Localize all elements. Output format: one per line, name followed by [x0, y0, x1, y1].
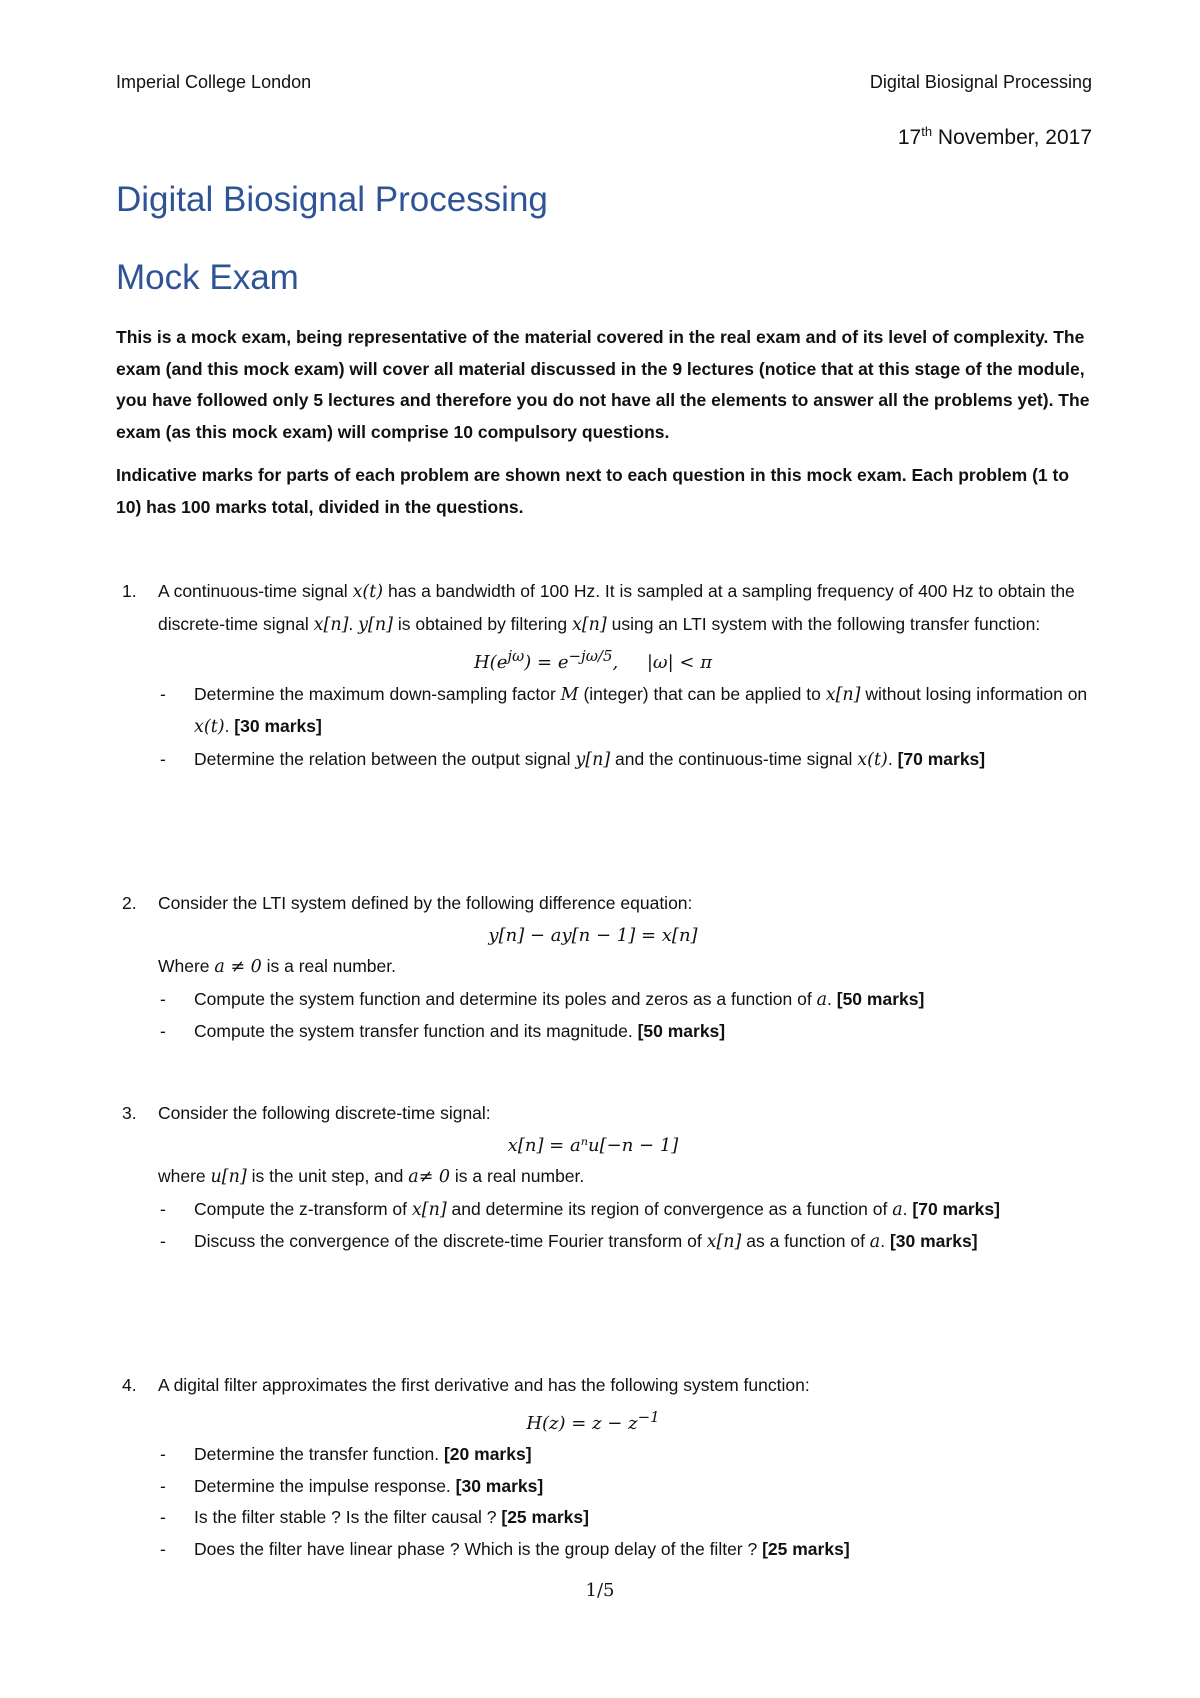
question-part: - Determine the maximum down-sampling factor M (integer) that can be applied to x[n] without losing information on x(t). [30 marks]	[160, 683, 1088, 737]
question-number: 2.	[122, 893, 137, 913]
question-part: - Compute the system function and determine its poles and zeros as a function of a. [50 marks]	[160, 988, 925, 1010]
document-title: Digital Biosignal Processing	[116, 180, 548, 219]
equation: y[n] − ay[n − 1] = x[n]	[488, 924, 698, 946]
question-part: - Determine the impulse response. [30 marks]	[160, 1475, 544, 1496]
equation: x[n] = aⁿu[−n − 1]	[507, 1134, 679, 1156]
question-4-text: 4. A digital filter approximates the first derivative and has the following system function:	[116, 1370, 1100, 1402]
question-4	[116, 1370, 1100, 1565]
marks-label: [70 marks]	[912, 1198, 1000, 1219]
header-institution: Imperial College London	[116, 72, 312, 92]
marks-label: [70 marks]	[897, 748, 986, 769]
marks-label: [30 marks]	[455, 1475, 544, 1496]
question-3-text: 3. Consider the following discrete-time signal:	[116, 1098, 1100, 1130]
marks-label: [30 marks]	[889, 1231, 978, 1251]
equation: $H(e^{j\omega}) = e^{-j\omega/5}$, |ω| < π	[473, 647, 713, 673]
question-1-text: 1. A continuous-time signal x(t) has a bandwidth of 100 Hz. It is sampled at a sampling frequency of 400 Hz to obtain the discrete-time signal x[n]. y[n] is obtained by filtering x[n] using an LTI system with the following transfer function:	[116, 576, 1100, 641]
document-subtitle: Mock Exam	[116, 258, 299, 297]
question-2-text: 2. Consider the LTI system defined by the following difference equation:	[116, 888, 1100, 920]
question-part: - Discuss the convergence of the discrete-time Fourier transform of x[n] as a function of a. [30 marks]	[160, 1231, 978, 1252]
page-number: 1/5	[585, 1580, 615, 1601]
question-2	[116, 888, 1100, 1048]
question-part: - Is the filter stable ? Is the filter causal ? [25 marks]	[160, 1507, 589, 1527]
where-clause: where u[n] is the unit step, and a≠ 0 is a real number.	[158, 1166, 585, 1187]
marks-note-paragraph: Indicative marks for parts of each problem are shown next to each question in this mock exam. Each problem (1 to 10) has 100 marks total, divided in the questions.	[116, 465, 1070, 517]
question-number: 1.	[122, 581, 137, 601]
where-clause: Where a ≠ 0 is a real number.	[158, 956, 396, 977]
question-number: 3.	[122, 1103, 137, 1123]
question-part: - Compute the z-transform of x[n] and determine its region of convergence as a function of a. [70 marks]	[160, 1198, 1000, 1220]
header-course: Digital Biosignal Processing	[869, 72, 1092, 92]
exam-date: 17th November, 2017	[897, 124, 1092, 149]
marks-label: [25 marks]	[762, 1538, 850, 1559]
marks-label: [25 marks]	[501, 1507, 589, 1527]
marks-label: [50 marks]	[836, 988, 925, 1009]
question-part: - Compute the system transfer function and its magnitude. [50 marks]	[160, 1021, 726, 1041]
intro-paragraph: This is a mock exam, being representative of the material covered in the real exam and of its level of complexity. The exam (and this mock exam) will cover all material discussed in the 9 lectures (notice that at this stage of the module, you have followed only 5 lectures and therefore you do not have all the elements to answer all the problems yet). The exam (as this mock exam) will comprise 10 compulsory questions.	[116, 327, 1090, 442]
question-part: - Determine the transfer function. [20 marks]	[160, 1444, 532, 1464]
equation: $H(z) = z - z^{-1}$	[526, 1407, 660, 1434]
marks-label: [50 marks]	[637, 1021, 726, 1041]
question-part: - Determine the relation between the output signal y[n] and the continuous-time signal x(t). [70 marks]	[160, 748, 986, 770]
marks-label: [30 marks]	[234, 716, 322, 736]
question-number: 4.	[122, 1375, 137, 1395]
marks-label: [20 marks]	[443, 1444, 532, 1464]
question-1	[116, 576, 1100, 776]
question-part: - Does the filter have linear phase ? Which is the group delay of the filter ? [25 marks]	[160, 1538, 850, 1559]
question-3	[116, 1098, 1100, 1259]
